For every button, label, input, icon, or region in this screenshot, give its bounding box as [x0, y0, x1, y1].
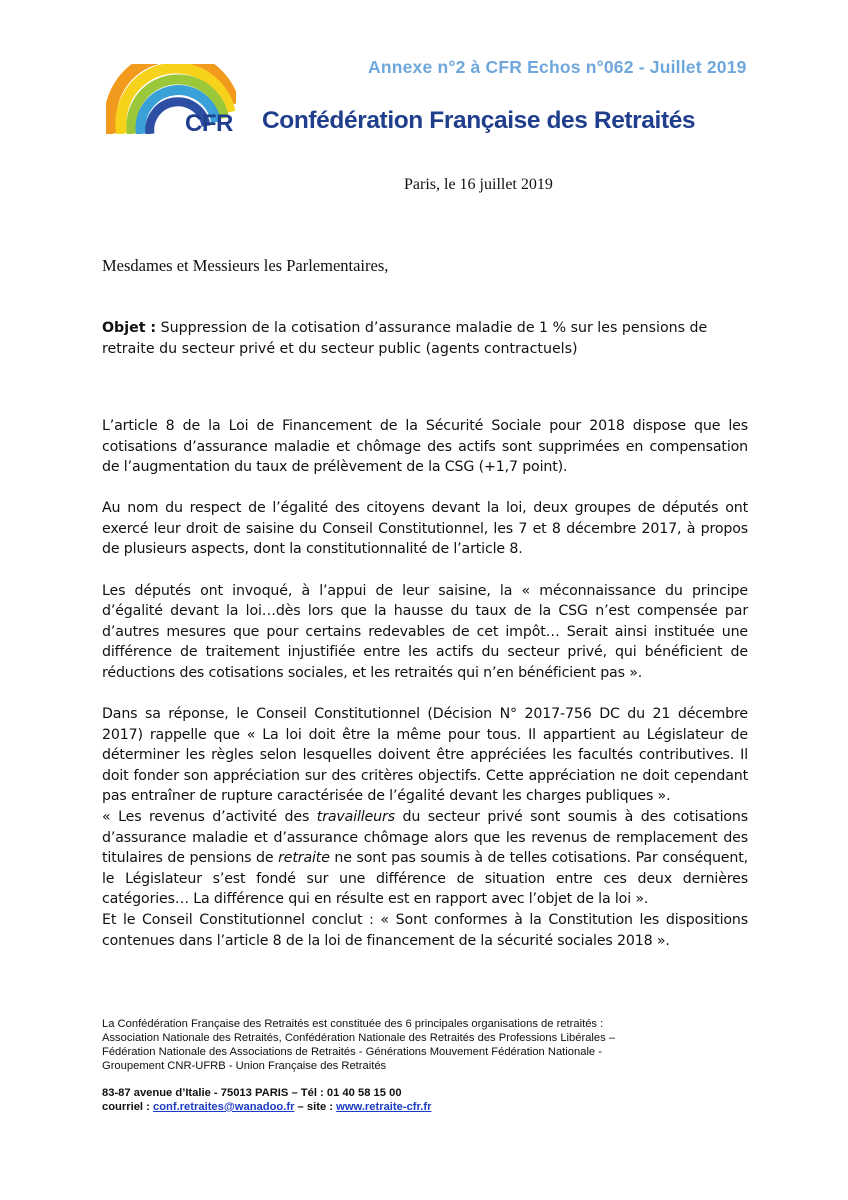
logo-abbreviation: CFR	[185, 110, 233, 137]
paragraph-3: Les députés ont invoqué, à l’appui de leur saisine, la « méconnaissance du principe d’égalité devant la loi…dès lors que la hausse du taux de la CSG n’est compensée par d’autres mesures que pour certains redevables de cet impôt… Serait ainsi instituée une différence de traitement injustifiée entre les actifs du secteur privé, qui bénéficient de réductions des cotisations sociales, et les retraités qui n’en bénéficient pas ».	[102, 582, 748, 681]
p5-part-c: du secteur privé sont soumis à des cotisations d’assurance maladie et d’assurance chômage alors que les revenus de remplacement des titulaires de pensions de	[102, 809, 748, 867]
annexe-header: Annexe n°2 à CFR Echos n°062 - Juillet 2019	[368, 57, 747, 77]
footer	[102, 1017, 742, 1114]
subject-text: Suppression de la cotisation d’assurance maladie de 1 % sur les pensions de retraite du secteur privé et du secteur public (agents contractuels)	[102, 320, 708, 357]
footer-line-4: Groupement CNR-UFRB - Union Française des Retraités	[102, 1060, 387, 1072]
p5-italic-travailleurs: travailleurs	[316, 809, 395, 825]
paragraph-2: Au nom du respect de l’égalité des citoyens devant la loi, deux groupes de députés ont exercé leur droit de saisine du Conseil Constitutionnel, les 7 et 8 décembre 2017, à propos de plusieurs aspects, dont la constitutionnalité de l’article 8.	[102, 500, 748, 558]
letter-body	[102, 416, 748, 951]
subject-label: Objet :	[102, 320, 157, 336]
site-label: – site :	[294, 1101, 337, 1113]
courriel-label: courriel :	[102, 1101, 153, 1113]
salutation: Mesdames et Messieurs les Parlementaires,	[102, 256, 389, 275]
organization-name: Confédération Française des Retraités	[262, 107, 696, 134]
paragraph-6: Et le Conseil Constitutionnel conclut : « Sont conformes à la Constitution les dispositions contenues dans l’article 8 de la loi de financement de la sécurité sociales 2018 ».	[102, 911, 748, 949]
paragraph-5	[102, 807, 748, 910]
email-link[interactable]: conf.retraites@wanadoo.fr	[152, 1101, 295, 1113]
footer-contact	[102, 1100, 742, 1114]
p5-part-e: ne sont pas soumis à de telles cotisations. Par conséquent, le Législateur s’est fondé sur une différence de situation entre ces deux dernières catégories… La différence qui en résulte est en rapport avec l’objet de la loi ».	[102, 850, 748, 908]
paragraph-1: L’article 8 de la Loi de Financement de la Sécurité Sociale pour 2018 dispose que les cotisations d’assurance maladie et chômage des actifs sont supprimées en compensation de l’augmentation du taux de prélèvement de la CSG (+1,7 point).	[102, 418, 748, 476]
footer-line-1: La Confédération Française des Retraités est constituée des 6 principales organisations de retraités :	[102, 1018, 604, 1030]
subject-line	[102, 318, 742, 360]
letter-date: Paris, le 16 juillet 2019	[404, 176, 553, 193]
footer-line-2: Association Nationale des Retraités, Confédération Nationale des Retraités des Professions Libérales –	[102, 1032, 616, 1044]
p5-italic-retraite: retraite	[278, 850, 330, 867]
footer-address: 83-87 avenue d’Italie - 75013 PARIS – Tél : 01 40 58 15 00	[102, 1087, 402, 1099]
website-link[interactable]: www.retraite-cfr.fr	[336, 1101, 432, 1113]
footer-line-3: Fédération Nationale des Associations de Retraités - Générations Mouvement Fédération Nationale -	[102, 1046, 602, 1058]
p5-part-a: « Les revenus d’activité des	[102, 809, 317, 825]
paragraph-4: Dans sa réponse, le Conseil Constitutionnel (Décision N° 2017-756 DC du 21 décembre 2017) rappelle que « La loi doit être la même pour tous. Il appartient au Législateur de déterminer les règles selon lesquelles doivent être appréciées les facultés contributives. Il doit fonder son appréciation sur des critères objectifs. Cette appréciation ne doit cependant pas entraîner de rupture caractérisée de l’égalité devant les charges publiques ».	[102, 706, 748, 805]
